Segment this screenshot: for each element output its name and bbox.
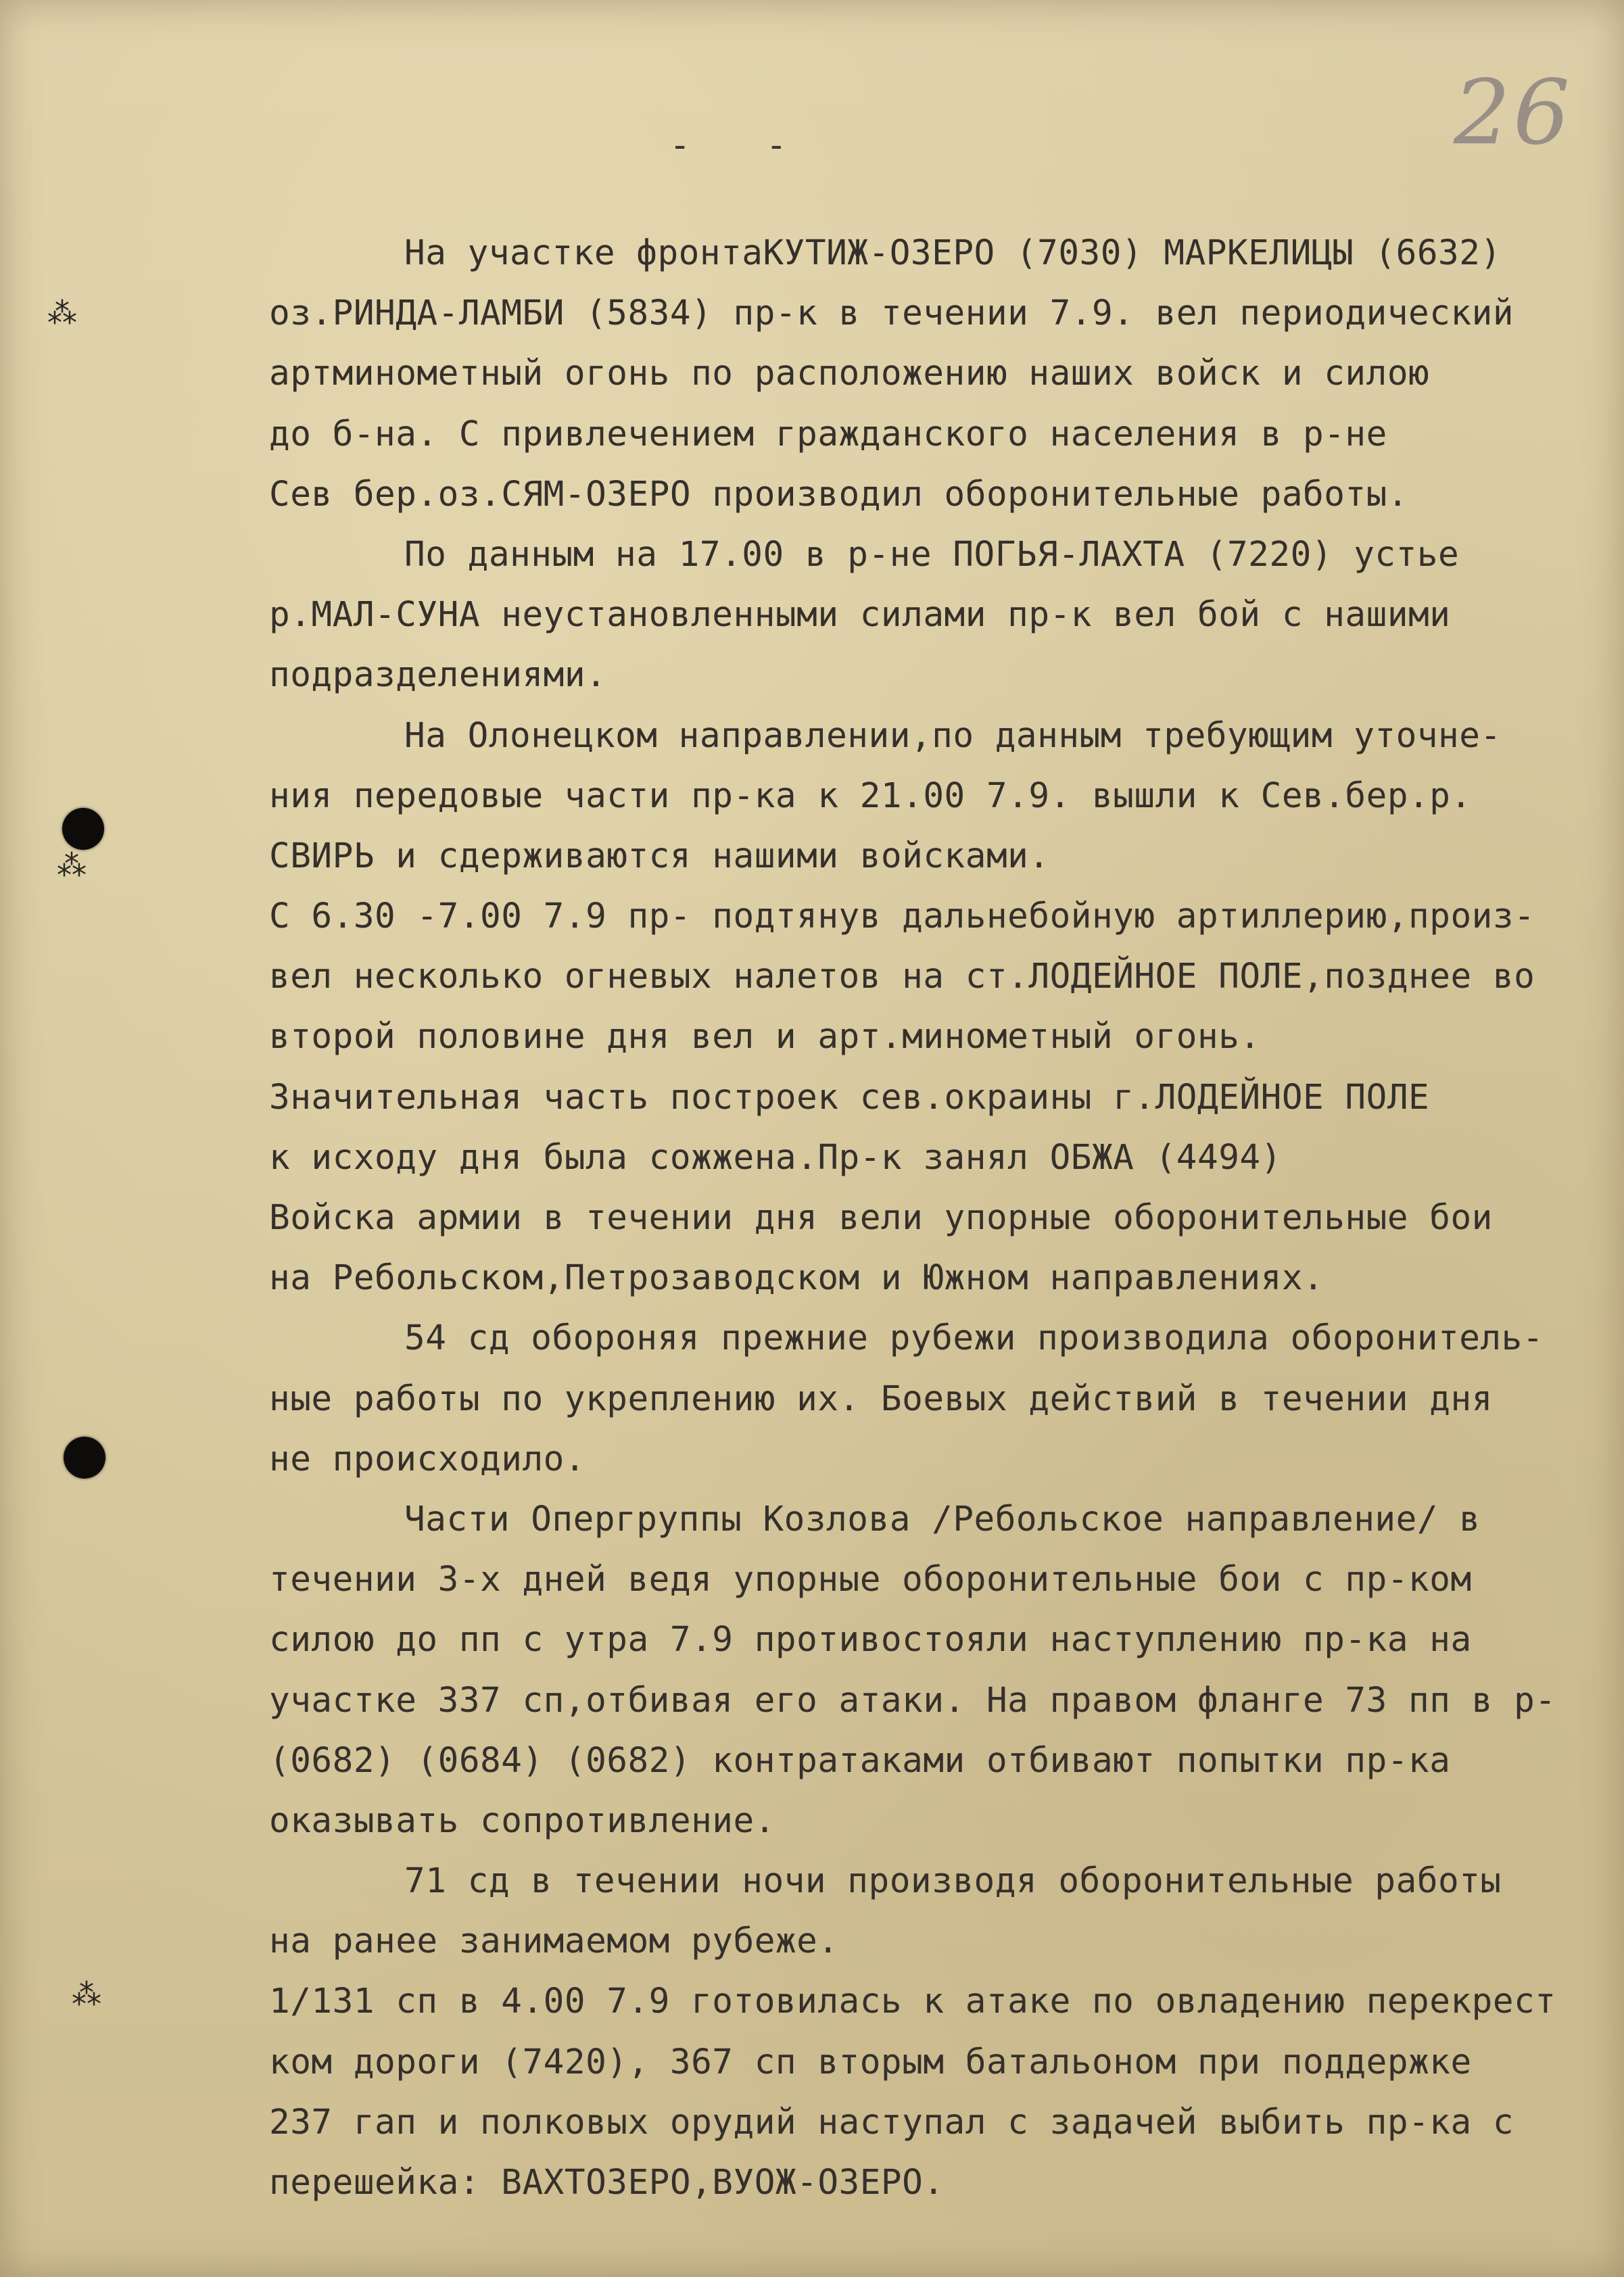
text-line: По данным на 17.00 в р-не ПОГЬЯ-ЛАХТА (7220) устье [404, 534, 1460, 575]
paragraph [269, 1308, 1615, 1489]
text-line: перешейка: ВАХТОЗЕРО,ВУОЖ-ОЗЕРО. [269, 2163, 945, 2203]
punch-hole-top [62, 808, 104, 850]
text-line: второй половине дня вел и арт.минометный огонь. [269, 1017, 1261, 1057]
text-line: артминометный огонь по расположению наших войск и силою [269, 354, 1430, 394]
paragraph [269, 223, 1615, 525]
text-line: оказывать сопротивление. [269, 1800, 775, 1841]
paragraph [269, 1851, 1615, 2213]
text-line: ные работы по укреплению их. Боевых действий в течении дня [269, 1379, 1493, 1419]
text-line: Войска армии в течении дня вели упорные оборонительные бои [269, 1198, 1493, 1238]
text-line: ния передовые части пр-ка к 21.00 7.9. вышли к Сев.бер.р. [269, 775, 1472, 816]
paragraph [269, 1489, 1615, 1851]
text-line: на Ребольском,Петрозаводском и Южном направлениях. [269, 1258, 1324, 1299]
text-line: Значительная часть построек сев.окраины г.ЛОДЕЙНОЕ ПОЛЕ [269, 1077, 1430, 1118]
text-line: на ранее занимаемом рубеже. [269, 1921, 839, 1962]
paragraph [269, 525, 1615, 706]
text-line: С 6.30 -7.00 7.9 пр- подтянув дальнебойную артиллерию,произ- [269, 896, 1535, 937]
text-line: (0682) (0684) (0682) контратаками отбивают попытки пр-ка [269, 1740, 1451, 1781]
handwritten-page-number: 26 [1454, 61, 1573, 165]
text-line: течении 3-х дней ведя упорные оборонительные бои с пр-ком [269, 1560, 1472, 1600]
text-line: Части Опергруппы Козлова /Ребольское направление/ в [404, 1499, 1481, 1539]
text-line: р.МАЛ-СУНА неустановленными силами пр-к вел бой с нашими [269, 595, 1451, 636]
text-line: участке 337 сп,отбивая его атаки. На правом фланге 73 пп в р- [269, 1680, 1556, 1721]
binding-mark-bottom: ⁂ [72, 1978, 101, 2012]
document-body [269, 223, 1615, 2213]
text-line: На участке фронтаКУТИЖ-ОЗЕРО (7030) МАРКЕЛИЦЫ (6632) [404, 233, 1502, 273]
text-line: подразделениями. [269, 655, 607, 696]
binding-mark-top: ⁂ [47, 296, 77, 331]
binding-mark-middle: ⁂ [57, 848, 87, 883]
text-line: СВИРЬ и сдерживаются нашими войсками. [269, 836, 1050, 876]
text-line: не происходило. [269, 1439, 586, 1479]
text-line: На Олонецком направлении,по данным требующим уточне- [404, 715, 1502, 756]
text-line: до б-на. С привлечением гражданского населения в р-не [269, 414, 1387, 454]
text-line: Сев бер.оз.СЯМ-ОЗЕРО производил оборонительные работы. [269, 474, 1409, 514]
text-line: 54 сд обороняя прежние рубежи производила оборонитель- [404, 1318, 1544, 1359]
text-line: 1/131 сп в 4.00 7.9 готовилась к атаке по овладению перекрест [269, 1982, 1556, 2022]
text-line: оз.РИНДА-ЛАМБИ (5834) пр-к в течении 7.9. вел периодический [269, 293, 1514, 334]
text-line: 237 гап и полковых орудий наступал с задачей выбить пр-ка с [269, 2102, 1514, 2142]
text-line: 71 сд в течении ночи производя оборонительные работы [404, 1861, 1502, 1902]
header-dashes: - - [669, 125, 814, 166]
text-line: к исходу дня была сожжена.Пр-к занял ОБЖА (4494) [269, 1137, 1282, 1178]
paragraph [269, 706, 1615, 1309]
text-line: вел несколько огневых налетов на ст.ЛОДЕЙНОЕ ПОЛЕ,позднее во [269, 957, 1535, 997]
punch-hole-bottom [64, 1437, 105, 1479]
text-line: ком дороги (7420), 367 сп вторым батальоном при поддержке [269, 2042, 1472, 2082]
text-line: силою до пп с утра 7.9 противостояли наступлению пр-ка на [269, 1620, 1472, 1660]
